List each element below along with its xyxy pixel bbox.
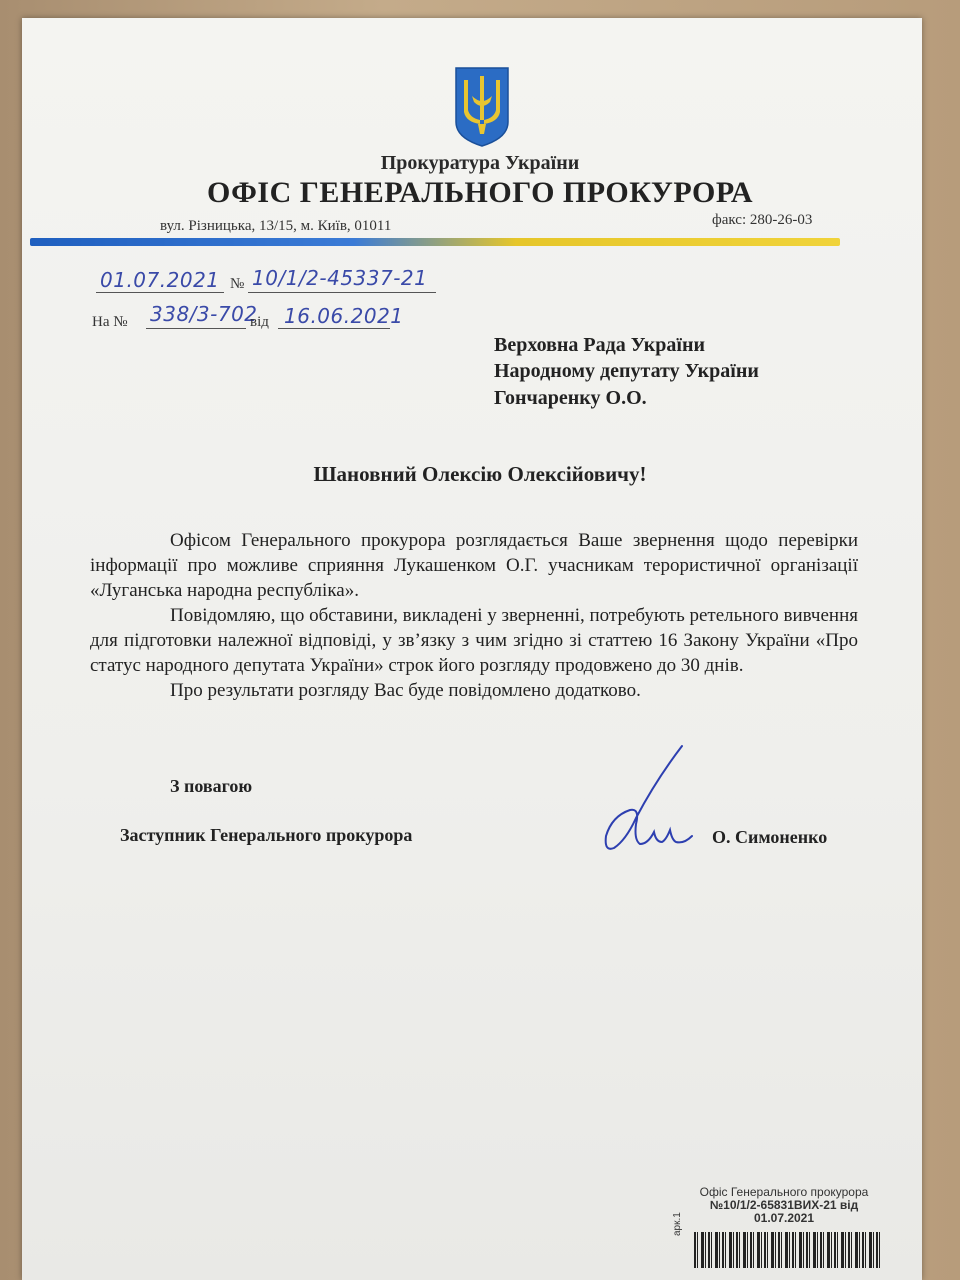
stamp-number: №10/1/2-65831ВИХ-21 від bbox=[709, 1198, 859, 1212]
from-label: від bbox=[250, 314, 269, 330]
org-title: ОФІС ГЕНЕРАЛЬНОГО ПРОКУРОРА bbox=[206, 176, 754, 209]
stamp-date: 01.07.2021 bbox=[753, 1211, 815, 1225]
recipient-line-3: Гончаренку О.О. bbox=[494, 387, 647, 409]
paragraph-3: Про результати розгляду Вас буде повідомлено додатково. bbox=[170, 680, 641, 701]
address: вул. Різницька, 13/15, м. Київ, 01011 bbox=[160, 218, 392, 234]
org-subtitle: Прокуратура України bbox=[380, 152, 580, 174]
ref-date: 16.06.2021 bbox=[284, 304, 404, 328]
signature-image bbox=[596, 740, 716, 870]
number-underline bbox=[248, 292, 436, 293]
salutation: Шановний Олексію Олексійовичу! bbox=[313, 462, 647, 486]
sheet-label: арк.1 bbox=[672, 1212, 683, 1236]
ref-number: 338/3-702 bbox=[150, 302, 258, 326]
signer-position: Заступник Генерального прокурора bbox=[120, 825, 413, 845]
regards: З повагою bbox=[170, 776, 253, 796]
signer-name: О. Симоненко bbox=[712, 827, 828, 847]
recipient-line-2: Народному депутату України bbox=[494, 360, 759, 382]
letter-body bbox=[90, 528, 858, 703]
flag-stripe bbox=[30, 238, 840, 246]
ref-underline bbox=[146, 328, 246, 329]
fax-number: факс: 280-26-03 bbox=[712, 212, 813, 228]
recipient-line-1: Верховна Рада України bbox=[494, 334, 706, 356]
ref-date-underline bbox=[278, 328, 390, 329]
number-label: № bbox=[230, 276, 245, 292]
barcode bbox=[694, 1232, 882, 1268]
registration-stamp bbox=[684, 1186, 884, 1225]
date-underline bbox=[96, 292, 224, 293]
trident-emblem-icon bbox=[452, 66, 512, 148]
paragraph-2: Повідомляю, що обставини, викладені у зверненні, потребують ретельного вивчення для підготовки належної відповіді, у зв’язку з чим згідно зі статтею 16 Закону України «Про статус народного депутата України» строк його розгляду продовжено до 30 днів. bbox=[90, 605, 858, 676]
outgoing-date: 01.07.2021 bbox=[100, 268, 220, 292]
ref-label: На № bbox=[92, 314, 128, 330]
outgoing-number: 10/1/2-45337-21 bbox=[252, 266, 428, 290]
stamp-org: Офіс Генерального прокурора bbox=[699, 1185, 869, 1199]
paragraph-1: Офісом Генерального прокурора розглядається Ваше звернення щодо перевірки інформації про можливе сприяння Лукашенком О.Г. учасникам терористичної організації «Луганська народна республіка». bbox=[90, 530, 858, 601]
